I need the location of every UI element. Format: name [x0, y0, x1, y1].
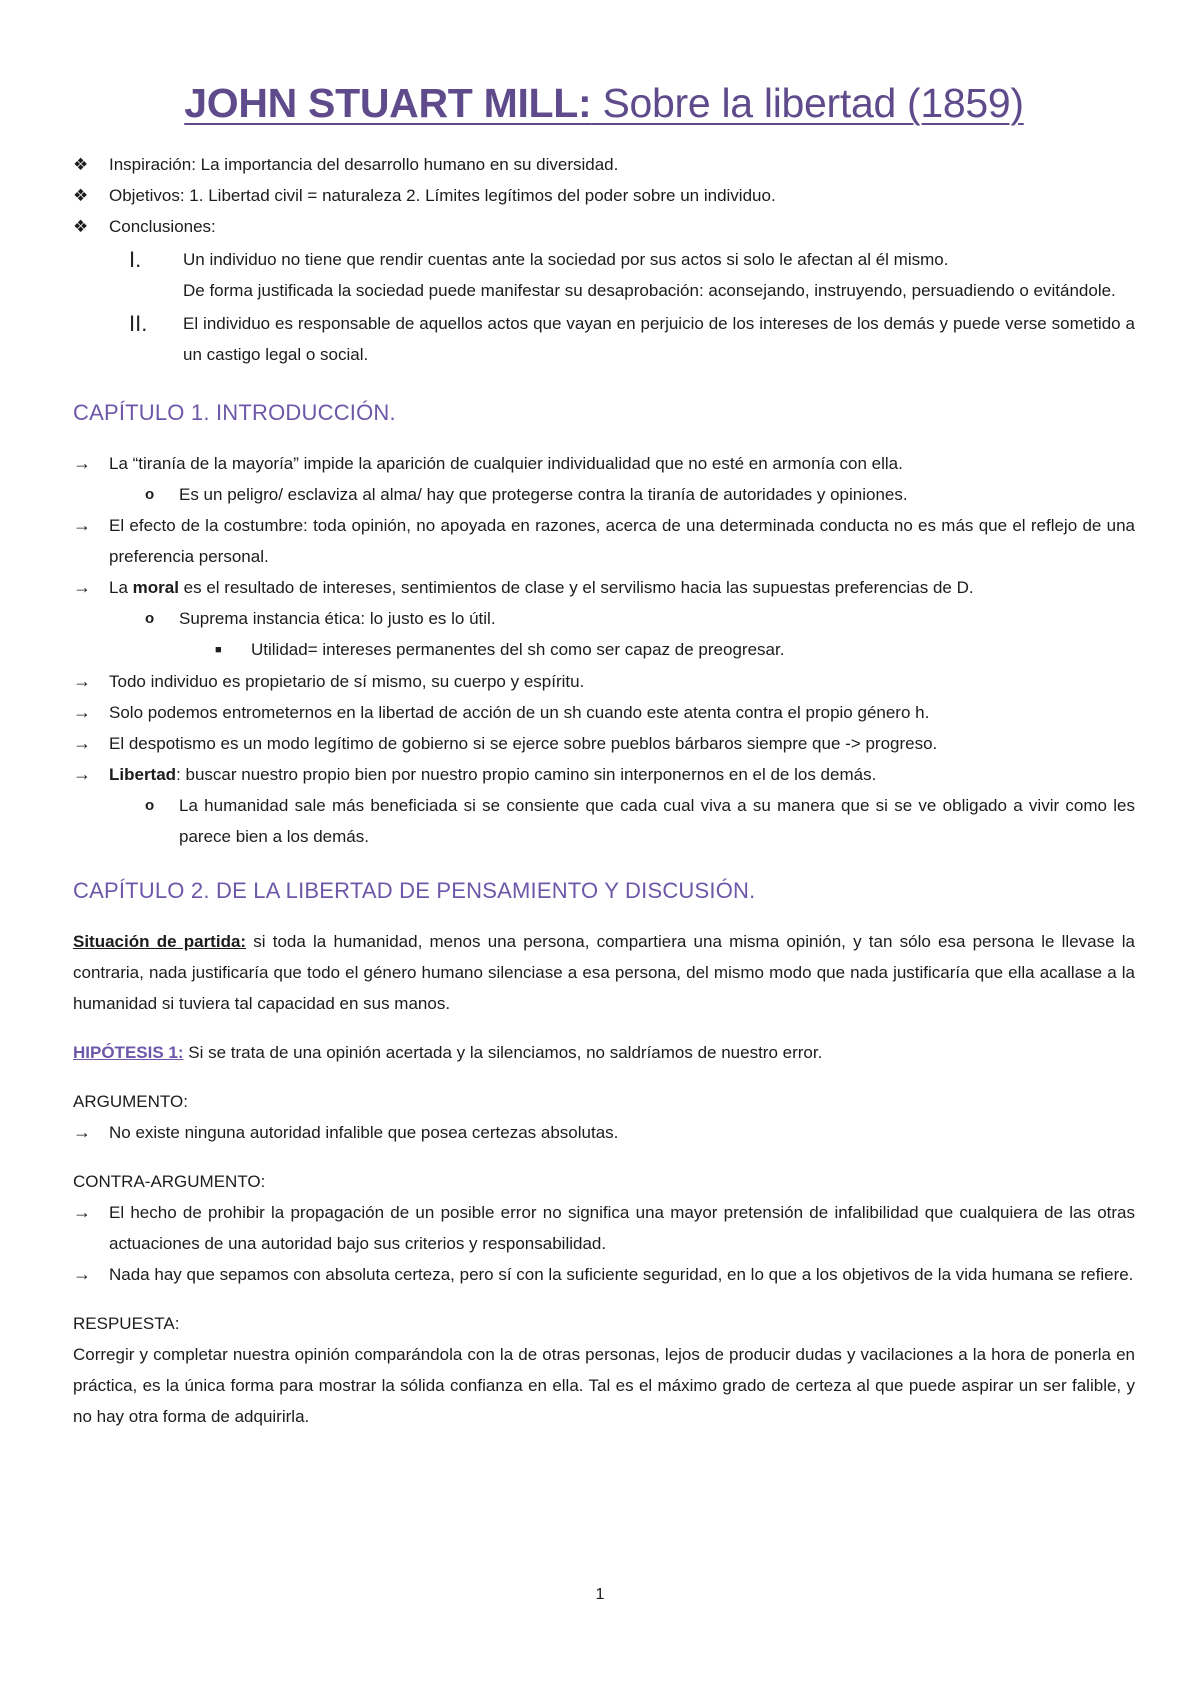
chapter-1-item-text: [109, 759, 1135, 790]
hipotesis-label: HIPÓTESIS 1:: [73, 1043, 184, 1062]
conclusion-item: [73, 308, 1135, 370]
chapter-1-item: [73, 728, 1135, 759]
circle-bullet-icon: o: [145, 610, 155, 627]
item-text-post: es el resultado de intereses, sentimientos de clase y el servilismo hacia las supuestas preferencias de D.: [178, 578, 974, 597]
argumento-text: No existe ninguna autoridad infalible que posea certezas absolutas.: [109, 1123, 619, 1142]
intro-item: [73, 149, 1135, 180]
chapter-1-item: [73, 697, 1135, 728]
conclusion-numeral: II.: [129, 311, 148, 336]
chapter-1-item-text: La “tiranía de la mayoría” impide la aparición de cualquier individualidad que no esté en armonía con ella.: [109, 454, 903, 473]
circle-bullet-icon: o: [145, 486, 155, 503]
chapter-1-item: [73, 790, 1135, 852]
contra-argumento-item: [73, 1197, 1135, 1259]
chapter-1-item: [73, 479, 1135, 510]
respuesta-label: RESPUESTA:: [73, 1314, 180, 1333]
diamond-bullet-icon: ❖: [73, 186, 89, 205]
chapter-1-item-text: Suprema instancia ética: lo justo es lo útil.: [179, 609, 496, 628]
argumento-item: [73, 1117, 1135, 1148]
chapter-1-list: [73, 448, 1135, 852]
contra-argumento-item: [73, 1259, 1135, 1290]
intro-inspiracion: Inspiración: La importancia del desarrollo humano en su diversidad.: [109, 155, 619, 174]
page-number: 1: [595, 1586, 605, 1603]
chapter-1-item-text: El despotismo es un modo legítimo de gobierno si se ejerce sobre pueblos bárbaros siempre que -> progreso.: [109, 734, 938, 753]
item-text-bold: Libertad: [109, 765, 177, 784]
item-text-bold: moral: [132, 578, 179, 597]
situacion-paragraph: [73, 926, 1135, 1019]
situacion-text: si toda la humanidad, menos una persona, compartiera una misma opinión, y tan sólo esa persona le llevase la contraria, nada justificaría que todo el género humano silenciase a esa persona, del mismo modo que nada justificaría que ella acallase a la humanidad si tuviera tal capacidad en sus manos.: [73, 932, 1135, 1013]
diamond-bullet-icon: ❖: [73, 155, 89, 174]
conclusion-line: El individuo es responsable de aquellos actos que vayan en perjuicio de los intereses de los demás y puede verse sometido a un castigo legal o social.: [183, 314, 1135, 364]
intro-item: [73, 211, 1135, 242]
right-arrow-icon: →: [73, 733, 91, 753]
title-work: Sobre la libertad (1859): [591, 80, 1024, 126]
item-text-post: : buscar nuestro propio bien por nuestro propio camino sin interponernos en el de los demás.: [176, 765, 877, 784]
square-bullet-icon: ■: [215, 644, 222, 656]
right-arrow-icon: →: [73, 764, 91, 784]
contra-argumento-label: CONTRA-ARGUMENTO:: [73, 1172, 266, 1191]
document-title: [73, 80, 1135, 127]
chapter-1-item-text: Utilidad= intereses permanentes del sh como ser capaz de preogresar.: [251, 640, 785, 659]
conclusion-numeral: I.: [129, 247, 142, 272]
chapter-1-item: [73, 634, 1135, 666]
diamond-bullet-icon: ❖: [73, 217, 89, 236]
right-arrow-icon: →: [73, 1122, 91, 1142]
contra-argumento-text: El hecho de prohibir la propagación de un posible error no significa una mayor pretensión de infalibilidad que cualquiera de las otras actuaciones de una autoridad bajo sus criterios y responsabilidad.: [109, 1203, 1135, 1253]
conclusion-line: De forma justificada la sociedad puede manifestar su desaprobación: aconsejando, instruyendo, persuadiendo o evitándole.: [183, 281, 1116, 300]
contra-argumento-text: Nada hay que sepamos con absoluta certeza, pero sí con la suficiente seguridad, en lo que a los objetivos de la vida humana se refiere.: [109, 1265, 1134, 1284]
chapter-1-item-text: [109, 572, 1135, 603]
chapter-2-heading: CAPÍTULO 2. DE LA LIBERTAD DE PENSAMIENTO Y DISCUSIÓN.: [73, 878, 756, 903]
conclusion-item: [73, 244, 1135, 306]
conclusion-text: [183, 244, 1135, 306]
respuesta-text: Corregir y completar nuestra opinión comparándola con la de otras personas, lejos de producir dudas y vacilaciones a la hora de ponerla en práctica, es la única forma para mostrar la sólida confianza en ella. Tal es el máximo grado de certeza al que puede aspirar un ser falible, y no hay otra forma de adquirirla.: [73, 1345, 1135, 1426]
intro-objetivos: Objetivos: 1. Libertad civil = naturaleza 2. Límites legítimos del poder sobre un individuo.: [109, 186, 776, 205]
chapter-1-item: [73, 603, 1135, 634]
intro-conclusiones: Conclusiones:: [109, 217, 216, 236]
document-page: [73, 80, 1135, 1432]
chapter-1-item: [73, 448, 1135, 479]
chapter-1-item-text: Solo podemos entrometernos en la libertad de acción de un sh cuando este atenta contra el propio género h.: [109, 703, 930, 722]
chapter-1-item: [73, 510, 1135, 572]
right-arrow-icon: →: [73, 702, 91, 722]
right-arrow-icon: →: [73, 515, 91, 535]
hipotesis-text: Si se trata de una opinión acertada y la silenciamos, no saldríamos de nuestro error.: [183, 1043, 823, 1062]
intro-item: [73, 180, 1135, 211]
situacion-label: Situación de partida:: [73, 932, 247, 951]
chapter-1-item: [73, 666, 1135, 697]
chapter-1-item: [73, 572, 1135, 603]
argumento-label: ARGUMENTO:: [73, 1092, 188, 1111]
chapter-1-item-text: Todo individuo es propietario de sí mismo, su cuerpo y espíritu.: [109, 672, 585, 691]
chapter-1-item-text: La humanidad sale más beneficiada si se consiente que cada cual viva a su manera que si se ve obligado a vivir como les parece bien a los demás.: [179, 796, 1135, 846]
chapter-1-heading: CAPÍTULO 1. INTRODUCCIÓN.: [73, 400, 396, 425]
hipotesis-paragraph: [73, 1037, 1135, 1068]
item-text-pre: La: [109, 578, 133, 597]
conclusion-line: Un individuo no tiene que rendir cuentas ante la sociedad por sus actos si solo le afectan al él mismo.: [183, 250, 949, 269]
right-arrow-icon: →: [73, 453, 91, 473]
right-arrow-icon: →: [73, 1202, 91, 1222]
chapter-1-item-text: Es un peligro/ esclaviza al alma/ hay que protegerse contra la tiranía de autoridades y opiniones.: [179, 485, 908, 504]
right-arrow-icon: →: [73, 671, 91, 691]
conclusion-text: [183, 308, 1135, 370]
right-arrow-icon: →: [73, 1264, 91, 1284]
title-author: JOHN STUART MILL:: [184, 80, 592, 126]
chapter-1-item: [73, 759, 1135, 790]
circle-bullet-icon: o: [145, 797, 155, 814]
chapter-1-item-text: El efecto de la costumbre: toda opinión, no apoyada en razones, acerca de una determinada conducta no es más que el reflejo de una preferencia personal.: [109, 516, 1135, 566]
right-arrow-icon: →: [73, 577, 91, 597]
